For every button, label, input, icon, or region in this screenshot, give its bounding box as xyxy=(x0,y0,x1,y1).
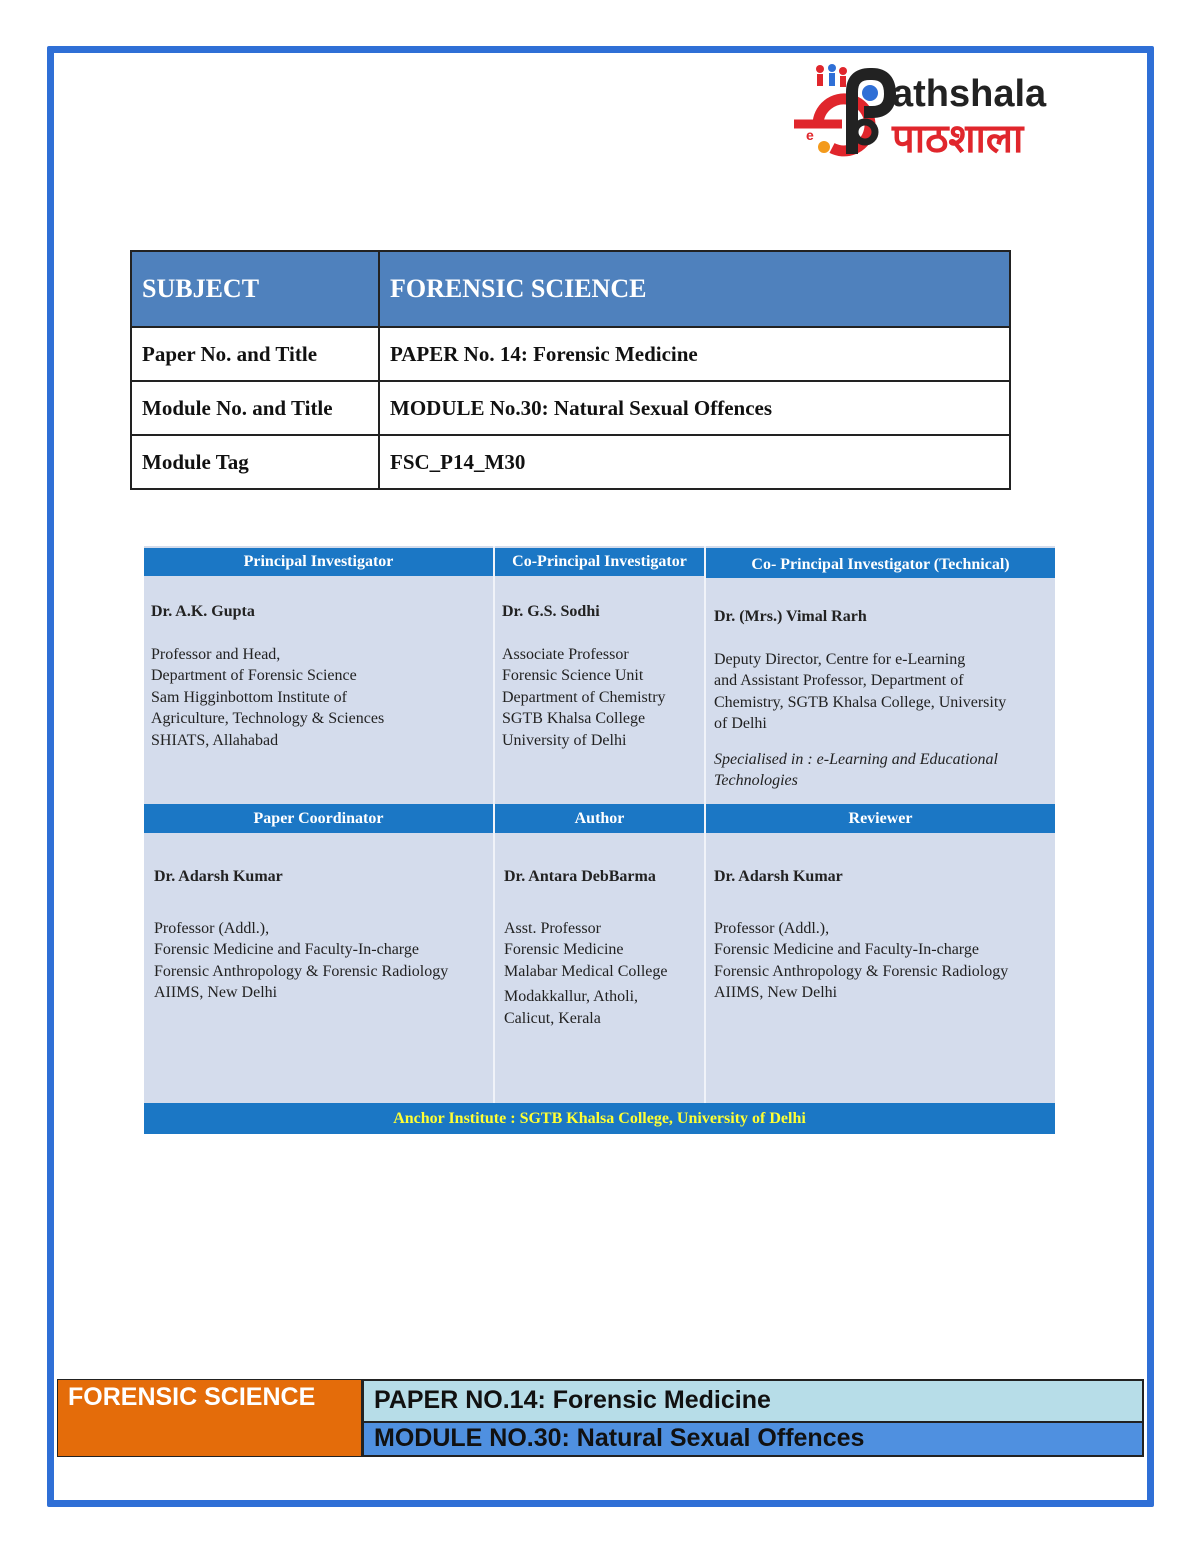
paper-value: PAPER No. 14: Forensic Medicine xyxy=(379,327,1010,381)
reviewer-line: Forensic Anthropology & Forensic Radiology xyxy=(714,962,1009,980)
logo-latin-text: athshala xyxy=(892,73,1047,115)
copi-line: University of Delhi xyxy=(502,731,627,749)
copi-cell xyxy=(502,601,666,751)
copi-line: Department of Chemistry xyxy=(502,688,666,706)
footer-paper: PAPER NO.14: Forensic Medicine xyxy=(374,1386,771,1414)
table-row xyxy=(131,327,1010,381)
paper-coordinator-header: Paper Coordinator xyxy=(144,804,493,833)
author-line: Malabar Medical College xyxy=(504,962,668,980)
pi-name: Dr. A.K. Gupta xyxy=(151,603,255,620)
logo-hindi-text: पाठशाला xyxy=(892,116,1024,162)
copi-tech-line: Chemistry, SGTB Khalsa College, University xyxy=(714,693,1007,711)
author-header: Author xyxy=(495,804,704,833)
reviewer-header: Reviewer xyxy=(706,804,1055,833)
footer-module-box xyxy=(362,1423,1144,1457)
paper-coordinator-line: AIIMS, New Delhi xyxy=(154,984,278,1001)
page-footer xyxy=(57,1379,1144,1457)
module-tag-label: Module Tag xyxy=(131,435,379,489)
copi-tech-name: Dr. (Mrs.) Vimal Rarh xyxy=(714,608,867,625)
copi-name: Dr. G.S. Sodhi xyxy=(502,603,600,620)
module-label: Module No. and Title xyxy=(131,381,379,435)
author-line: Asst. Professor xyxy=(504,919,601,937)
footer-subject-box xyxy=(57,1379,362,1457)
pi-header: Principal Investigator xyxy=(144,548,493,576)
paper-coordinator-line: Forensic Anthropology & Forensic Radiology xyxy=(154,962,449,980)
reviewer-line: Forensic Medicine and Faculty-In-charge xyxy=(714,941,979,958)
reviewer-line: Professor (Addl.), xyxy=(714,919,830,937)
pi-line: Sam Higginbottom Institute of xyxy=(151,688,347,706)
copi-line: Forensic Science Unit xyxy=(502,667,644,684)
module-tag-value: FSC_P14_M30 xyxy=(379,435,1010,489)
pi-line: Agriculture, Technology & Sciences xyxy=(151,710,385,727)
paper-coordinator-line: Professor (Addl.), xyxy=(154,919,270,937)
paper-coordinator-name: Dr. Adarsh Kumar xyxy=(154,868,283,885)
spec-line: Specialised in : e-Learning and Educational xyxy=(714,750,998,768)
footer-paper-box xyxy=(362,1379,1144,1423)
author-cell xyxy=(504,866,668,1029)
copi-tech-line: and Assistant Professor, Department of xyxy=(714,672,964,689)
footer-subject: FORENSIC SCIENCE xyxy=(68,1383,316,1411)
pi-line: Professor and Head, xyxy=(151,645,281,663)
reviewer-name: Dr. Adarsh Kumar xyxy=(714,868,843,885)
copi-tech-line: of Delhi xyxy=(714,715,767,732)
subject-label: SUBJECT xyxy=(131,251,379,327)
copi-line: SGTB Khalsa College xyxy=(502,710,646,727)
people-icon xyxy=(816,64,847,87)
table-row xyxy=(131,435,1010,489)
epathshala-logo xyxy=(780,62,1130,172)
paper-label: Paper No. and Title xyxy=(131,327,379,381)
pi-line: SHIATS, Allahabad xyxy=(151,731,279,749)
pi-cell xyxy=(151,601,384,751)
copi-tech-header: Co- Principal Investigator (Technical) xyxy=(706,548,1055,578)
copi-tech-specialisation xyxy=(714,749,1006,792)
module-value: MODULE No.30: Natural Sexual Offences xyxy=(379,381,1010,435)
table-row xyxy=(131,381,1010,435)
subject-table-header-row xyxy=(131,251,1010,327)
reviewer-cell xyxy=(714,866,1008,1004)
footer-module: MODULE NO.30: Natural Sexual Offences xyxy=(374,1424,865,1452)
reviewer-line: AIIMS, New Delhi xyxy=(714,984,838,1001)
author-line: Modakkallur, Atholi, xyxy=(504,988,639,1005)
copi-header: Co-Principal Investigator xyxy=(495,548,704,576)
author-name: Dr. Antara DebBarma xyxy=(504,868,656,885)
logo-mark: e xyxy=(806,127,814,143)
paper-coordinator-line: Forensic Medicine and Faculty-In-charge xyxy=(154,941,419,958)
pi-line: Department of Forensic Science xyxy=(151,667,357,684)
copi-line: Associate Professor xyxy=(502,645,629,663)
epathshala-logo-graphic xyxy=(780,62,1130,172)
spec-line: Technologies xyxy=(714,772,798,789)
copi-tech-line: Deputy Director, Centre for e-Learning xyxy=(714,650,966,668)
author-line: Forensic Medicine xyxy=(504,941,624,958)
copi-tech-cell xyxy=(714,606,1006,792)
author-line: Calicut, Kerala xyxy=(504,1009,601,1027)
paper-coordinator-cell xyxy=(154,866,448,1004)
subject-table xyxy=(130,250,1011,490)
anchor-institute-banner: Anchor Institute : SGTB Khalsa College, University of Delhi xyxy=(144,1103,1055,1134)
subject-value: FORENSIC SCIENCE xyxy=(379,251,1010,327)
credits-panel xyxy=(144,546,1055,1134)
